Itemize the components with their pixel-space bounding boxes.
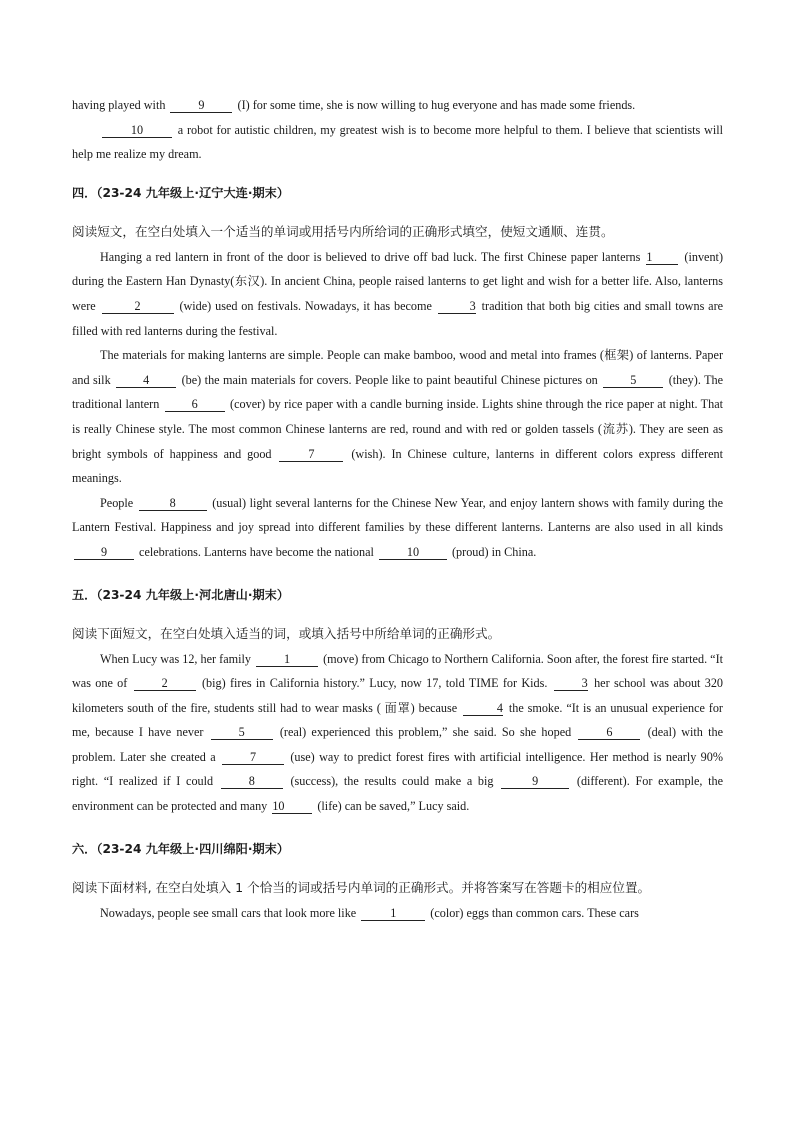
intro-paragraph-2 <box>72 118 723 167</box>
text: (real) experienced this problem,” she said. So she hoped <box>279 725 572 740</box>
blank-6[interactable]: 6 <box>578 725 640 740</box>
text: When Lucy was 12, her family <box>100 651 251 666</box>
section-6-header: 六．（23-24 九年级上·四川绵阳·期末） <box>72 841 290 856</box>
blank-7[interactable]: 7 <box>222 750 284 765</box>
blank-9[interactable]: 9 <box>501 774 569 789</box>
text: (deal) with the problem. Later she created a <box>72 725 723 764</box>
text: (invent) during the Eastern Han Dynasty(东汉). In ancient China, people raised lanterns to get light and wish for a better life. Also, lanterns were <box>72 249 724 313</box>
text: (move) from Chicago to Northern California. Soon after, the forest fire started. “It was one of <box>72 651 724 691</box>
section-6-paragraph <box>72 901 723 926</box>
text: her school was about 320 kilometers south of the fire, students still had to wear masks ( 面罩) because <box>72 676 724 715</box>
text: tradition that both big cities and small towns are filled with red lanterns during the festival. <box>72 298 724 338</box>
blank-6[interactable]: 6 <box>165 397 225 412</box>
section-5-header: 五．（23-24 九年级上·河北唐山·期末） <box>72 587 290 602</box>
text: (big) fires in California history.” Lucy, now 17, told TIME for Kids. <box>201 676 548 691</box>
blank-8[interactable]: 8 <box>221 774 283 789</box>
blank-10[interactable]: 10 <box>379 545 447 560</box>
section-4-instruction: 阅读短文，在空白处填入一个适当的单词或用括号内所给词的正确形式填空，使短文通顺、连贯。 <box>72 223 614 239</box>
section-4-paragraph-2 <box>72 343 723 491</box>
text: (success), the results could make a big <box>290 774 494 789</box>
text: celebrations. Lanterns have become the national <box>139 544 374 559</box>
blank-2[interactable]: 2 <box>102 299 174 314</box>
blank-1[interactable]: 1 <box>646 250 678 265</box>
text: The materials for making lanterns are simple. People can make bamboo, wood and metal into frames (框架) of lanterns. Paper and silk <box>72 348 723 387</box>
text: (they). The traditional lantern <box>72 372 724 412</box>
section-4-paragraph-1 <box>72 245 723 343</box>
text: (use) way to predict forest fires with artificial intelligence. Her method is nearly 90% right. “I realized if I could <box>72 749 723 789</box>
text: People <box>100 495 134 510</box>
blank-4[interactable]: 4 <box>463 701 503 716</box>
text: (usual) light several lanterns for the Chinese New Year, and enjoy lantern shows with family during the Lantern Festival. Happiness and joy spread into different families by these different lanterns. Lanterns are also used in all kinds <box>72 495 724 535</box>
blank-4[interactable]: 4 <box>116 373 176 388</box>
text: having played with <box>72 98 166 112</box>
text: (life) can be saved,” Lucy said. <box>317 799 470 814</box>
section-5-instruction: 阅读下面短文，在空白处填入适当的词，或填入括号中所给单词的正确形式。 <box>72 625 501 641</box>
blank-5[interactable]: 5 <box>603 373 663 388</box>
section-4-paragraph-3 <box>72 491 723 565</box>
section-6-instruction: 阅读下面材料, 在空白处填入 1 个恰当的词或括号内单词的正确形式。并将答案写在答题卡的相应位置。 <box>72 879 651 895</box>
blank-10[interactable]: 10 <box>102 123 172 138</box>
text: (different). For example, the environment can be protected and many <box>72 774 723 814</box>
document-page <box>72 93 723 925</box>
blank-3[interactable]: 3 <box>438 299 476 314</box>
text: (wide) used on festivals. Nowadays, it has become <box>179 298 432 313</box>
text: a robot for autistic children, my greatest wish is to become more helpful to them. I believe that scientists will help me realize my dream. <box>72 122 723 162</box>
blank-9[interactable]: 9 <box>170 98 232 113</box>
text: (be) the main materials for covers. People like to paint beautiful Chinese pictures on <box>181 372 598 387</box>
blank-2[interactable]: 2 <box>134 676 196 691</box>
blank-5[interactable]: 5 <box>211 725 273 740</box>
text: (color) eggs than common cars. These cars <box>430 905 639 920</box>
blank-8[interactable]: 8 <box>139 496 207 511</box>
blank-7[interactable]: 7 <box>279 447 343 462</box>
text: the smoke. “It is an unusual experience for me, because I have never <box>72 700 723 740</box>
text: (cover) by rice paper with a candle burning inside. Lights shine through the rice paper at night. That is really Chinese style. The most common Chinese lanterns are red, round and with red or golden tassels (流苏). They are seen as bright symbols of happiness and good <box>72 397 723 461</box>
blank-10[interactable]: 10 <box>272 799 312 814</box>
text: (I) for some time, she is now willing to hug everyone and has made some friends. <box>237 98 636 112</box>
intro-paragraph-1 <box>72 93 723 118</box>
blank-1[interactable]: 1 <box>361 906 425 921</box>
section-5-paragraph <box>72 647 723 819</box>
text: (wish). In Chinese culture, lanterns in different colors express different meanings. <box>72 446 723 486</box>
section-4-header: 四．（23-24 九年级上·辽宁大连·期末） <box>72 185 290 200</box>
blank-9[interactable]: 9 <box>74 545 134 560</box>
blank-3[interactable]: 3 <box>554 676 588 691</box>
text: (proud) in China. <box>452 544 537 559</box>
blank-1[interactable]: 1 <box>256 652 318 667</box>
text: Hanging a red lantern in front of the door is believed to drive off bad luck. The first Chinese paper lanterns <box>100 249 641 264</box>
text: Nowadays, people see small cars that look more like <box>100 905 357 920</box>
